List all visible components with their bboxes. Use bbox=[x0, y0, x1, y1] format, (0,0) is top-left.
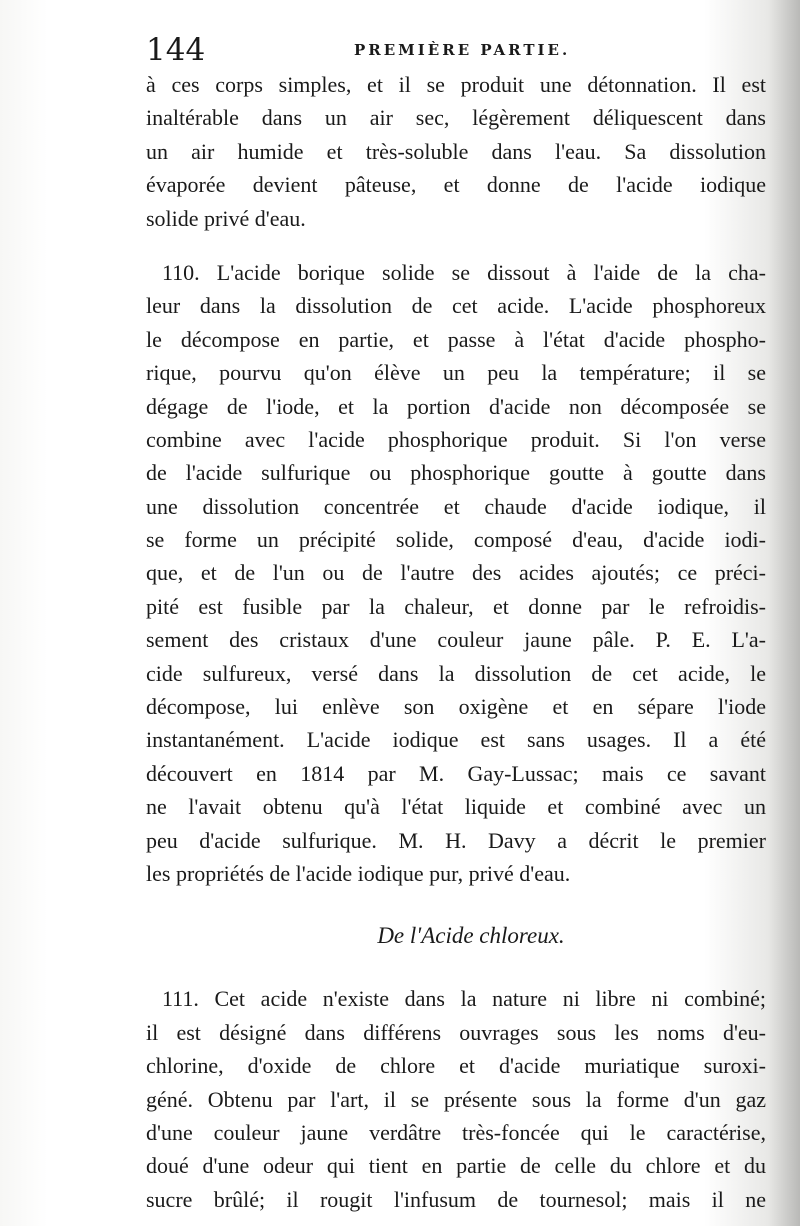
text-line: peu d'acide sulfurique. M. H. Davy a décrit le premier bbox=[146, 827, 766, 853]
text-line: dégage de l'iode, et la portion d'acide non décomposée se bbox=[146, 393, 766, 419]
text-line: combine avec l'acide phosphorique produit. Si l'on verse bbox=[146, 426, 766, 452]
text-line: un air humide et très-soluble dans l'eau. Sa dissolution bbox=[146, 138, 766, 164]
text-line: se forme un précipité solide, composé d'eau, d'acide iodi- bbox=[146, 527, 766, 553]
paragraph bbox=[146, 982, 766, 1216]
text-line: 110. L'acide borique solide se dissout à l'aide de la cha- bbox=[162, 259, 766, 285]
text-line: rique, pourvu qu'on élève un peu la température; il se bbox=[146, 360, 766, 386]
text-line: sucre brûlé; il rougit l'infusum de tournesol; mais il ne bbox=[146, 1186, 766, 1212]
text-line: 111. Cet acide n'existe dans la nature ni libre ni combiné; bbox=[162, 986, 766, 1012]
text-line: les propriétés de l'acide iodique pur, privé d'eau. bbox=[146, 860, 571, 886]
text-line: décompose, lui enlève son oxigène et en sépare l'iode bbox=[146, 694, 766, 720]
text-line: ne l'avait obtenu qu'à l'état liquide et combiné avec un bbox=[146, 794, 766, 820]
text-line: de l'acide sulfurique ou phosphorique goutte à goutte dans bbox=[146, 460, 766, 486]
text-line: cide sulfureux, versé dans la dissolution de cet acide, le bbox=[146, 660, 766, 686]
text-line: que, et de l'un ou de l'autre des acides ajoutés; ce préci- bbox=[146, 560, 766, 586]
paragraph bbox=[146, 68, 766, 235]
text-line: découvert en 1814 par M. Gay-Lussac; mais ce savant bbox=[146, 760, 766, 786]
text-line: géné. Obtenu par l'art, il se présente sous la forme d'un gaz bbox=[146, 1086, 766, 1112]
text-line: il est désigné dans différens ouvrages sous les noms d'eu- bbox=[146, 1019, 766, 1045]
body-text bbox=[146, 68, 766, 1216]
running-head: PREMIÈRE PARTIE. bbox=[354, 41, 571, 59]
text-line: d'une couleur jaune verdâtre très-foncée qui le caractérise, bbox=[146, 1119, 766, 1145]
text-line: instantanément. L'acide iodique est sans usages. Il a été bbox=[146, 727, 766, 753]
paragraph bbox=[146, 256, 766, 890]
text-line: leur dans la dissolution de cet acide. L'acide phosphoreux bbox=[146, 293, 766, 319]
page-number: 144 bbox=[146, 32, 206, 68]
text-line: une dissolution concentrée et chaude d'acide iodique, il bbox=[146, 493, 766, 519]
text-line: sement des cristaux d'une couleur jaune pâle. P. E. L'a- bbox=[146, 627, 766, 653]
text-line: solide privé d'eau. bbox=[146, 205, 306, 231]
text-line: doué d'une odeur qui tient en partie de celle du chlore et du bbox=[146, 1153, 766, 1179]
text-line: inaltérable dans un air sec, légèrement déliquescent dans bbox=[146, 105, 766, 131]
text-line: pité est fusible par la chaleur, et donne par le refroidis- bbox=[146, 593, 766, 619]
page-header bbox=[146, 30, 768, 70]
text-line: le décompose en partie, et passe à l'état d'acide phospho- bbox=[146, 326, 766, 352]
text-line: évaporée devient pâteuse, et donne de l'acide iodique bbox=[146, 172, 766, 198]
text-line: à ces corps simples, et il se produit une détonnation. Il est bbox=[146, 72, 766, 97]
text-line: chlorine, d'oxide de chlore et d'acide muriatique suroxi- bbox=[146, 1053, 766, 1079]
section-heading: De l'Acide chloreux. bbox=[377, 923, 565, 949]
